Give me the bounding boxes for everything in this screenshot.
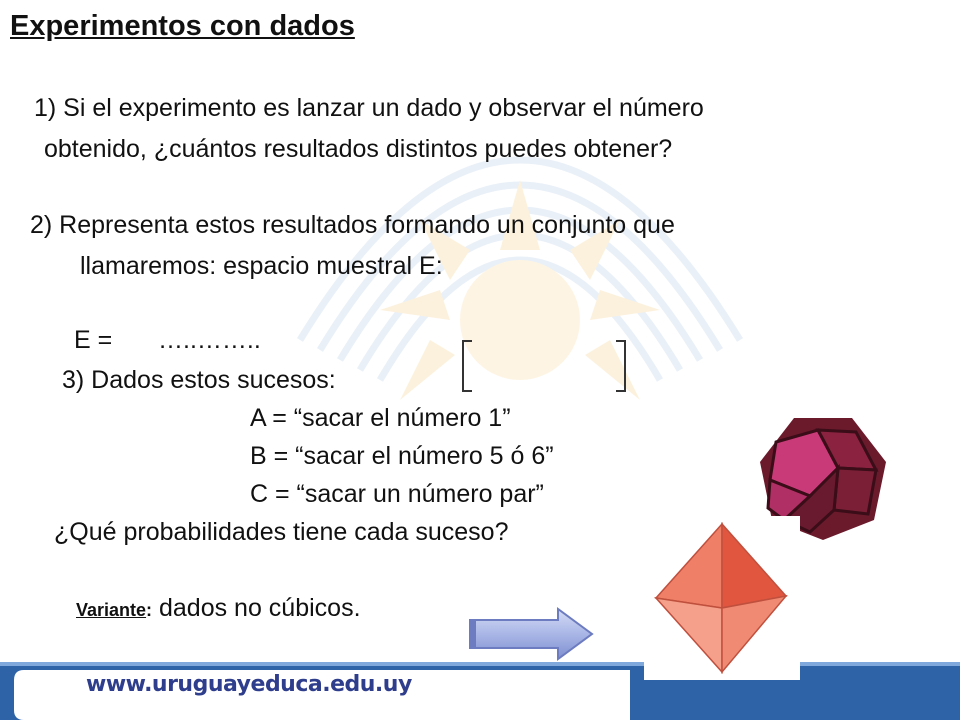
octahedron-die-image (644, 516, 800, 680)
event-a: A = “sacar el número 1” (250, 404, 511, 432)
set-bracket-right (616, 340, 626, 392)
question-3-probabilities: ¿Qué probabilidades tiene cada suceso? (54, 518, 509, 546)
footer-url-link[interactable]: www.uruguayeduca.edu.uy (86, 672, 412, 697)
set-bracket-left (462, 340, 472, 392)
variant-label: Variante (76, 600, 147, 620)
sample-space-dots: …..…….. (158, 326, 261, 354)
variant-line (76, 594, 361, 623)
question-1-line-1: 1) Si el experimento es lanzar un dado y observar el número (34, 94, 704, 122)
page-title: Experimentos con dados (10, 10, 355, 42)
sample-space-label: E = (74, 326, 113, 354)
octahedron-die-frame (644, 516, 800, 680)
next-arrow-button[interactable] (466, 606, 596, 662)
event-c: C = “sacar un número par” (250, 480, 544, 508)
event-b: B = “sacar el número 5 ó 6” (250, 442, 554, 470)
question-2-line-2: llamaremos: espacio muestral E: (80, 252, 443, 280)
variant-text: dados no cúbicos. (152, 594, 361, 622)
question-2-line-1: 2) Representa estos resultados formando un conjunto que (30, 211, 675, 239)
question-1-line-2: obtenido, ¿cuántos resultados distintos puedes obtener? (44, 135, 673, 163)
question-3-intro: 3) Dados estos sucesos: (62, 366, 336, 394)
variant-colon: : (146, 600, 153, 620)
